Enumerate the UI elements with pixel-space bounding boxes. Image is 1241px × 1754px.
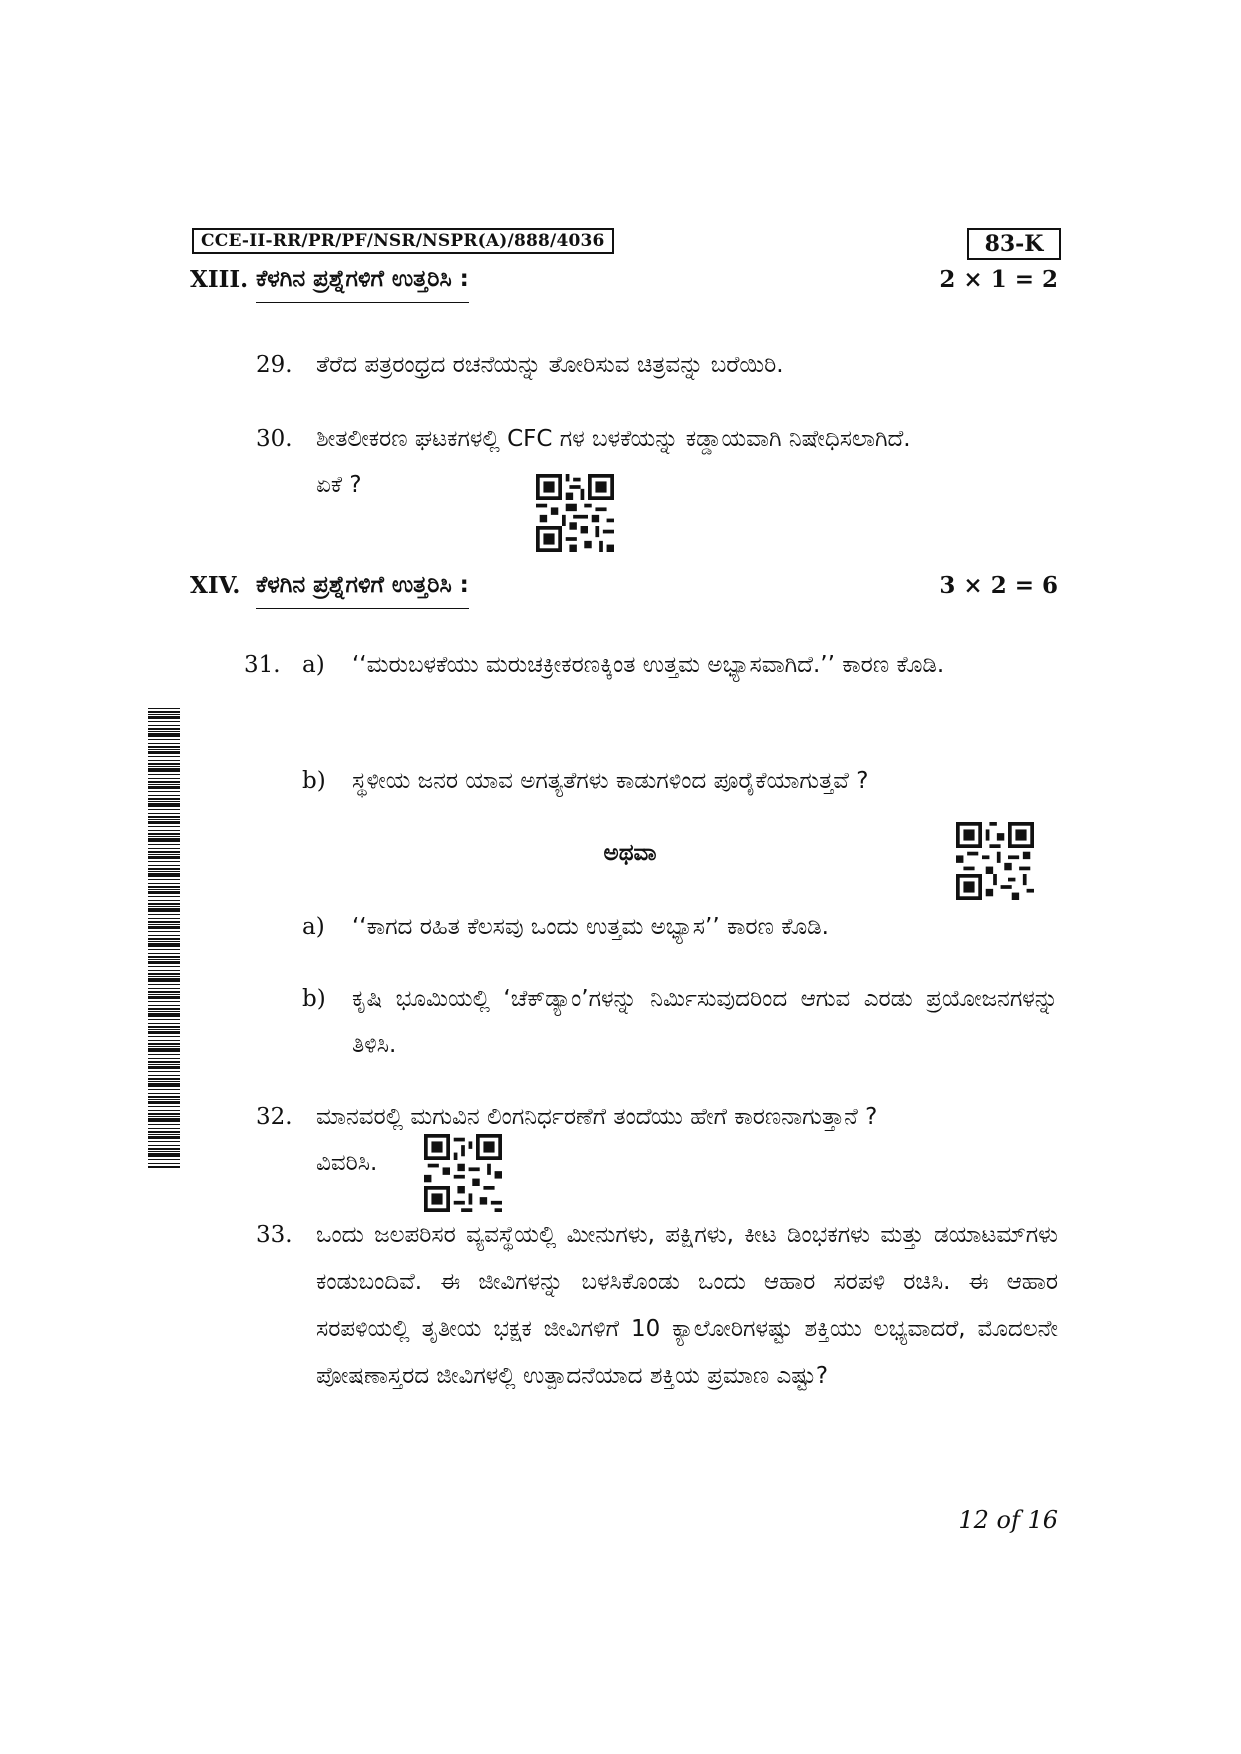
question-text-30: ಶೀತಲೀಕರಣ ಘಟಕಗಳಲ್ಲಿ CFC ಗಳ ಬಳಕೆಯನ್ನು ಕಡ್ಡಾಯವಾಗಿ ನಿಷೇಧಿಸಲಾಗಿದೆ. [316,426,911,452]
question-text-31-alt-a: ‘‘ಕಾಗದ ರಹಿತ ಕೆಲಸವು ಒಂದು ಉತ್ತಮ ಅಭ್ಯಾಸ’’ ಕಾರಣ ಕೊಡಿ. [352,914,829,940]
question-text-31a: ‘‘ಮರುಬಳಕೆಯು ಮರುಚಕ್ರೀಕರಣಕ್ಕಿಂತ ಉತ್ತಮ ಅಭ್ಯಾಸವಾಗಿದೆ.’’ ಕಾರಣ ಕೊಡಿ. [352,652,945,678]
question-text-31-alt-b: ಕೃಷಿ ಭೂಮಿಯಲ್ಲಿ ‘ಚೆಕ್‌ಡ್ಯಾಂ’ಗಳನ್ನು ನಿರ್ಮಿಸುವುದರಿಂದ ಆಗುವ ಎರಡು ಪ್ರಯೋಜನಗಳನ್ನು ತಿಳಿಸಿ. [352,986,1058,1058]
section-marks-xiii: 2 × 1 = 2 [939,266,1058,293]
sub-label-31-alt-b: b) [302,986,326,1012]
qr-code-icon [956,822,1034,900]
or-label: ಅಥವಾ [603,840,657,866]
section-title-xiv: ಕೆಳಗಿನ ಪ್ರಶ್ನೆಗಳಿಗೆ ಉತ್ತರಿಸಿ : [256,572,469,609]
exam-code-box [192,228,614,254]
question-number-30: 30. [256,426,293,452]
question-text-32: ಮಾನವರಲ್ಲಿ ಮಗುವಿನ ಲಿಂಗನಿರ್ಧರಣೆಗೆ ತಂದೆಯು ಹೇಗೆ ಕಾರಣನಾಗುತ್ತಾನೆ ? [316,1104,878,1130]
question-number-32: 32. [256,1104,293,1130]
sub-label-31b: b) [302,768,326,794]
page-number: 12 of 16 [958,1506,1058,1534]
qr-code-icon [424,1134,502,1212]
section-marks-xiv: 3 × 2 = 6 [939,572,1058,599]
sub-label-31a: a) [302,652,325,678]
question-text-31b: ಸ್ಥಳೀಯ ಜನರ ಯಾವ ಅಗತ್ಯತೆಗಳು ಕಾಡುಗಳಿಂದ ಪೂರೈಕೆಯಾಗುತ್ತವೆ ? [352,768,869,794]
paper-code: 83-K [984,231,1044,257]
question-text-32-line2: ವಿವರಿಸಿ. [316,1150,378,1176]
question-number-31: 31. [244,652,281,678]
sub-label-31-alt-a: a) [302,914,325,940]
question-number-29: 29. [256,352,293,378]
paper-code-box [967,228,1061,260]
question-text-30-line2: ಏಕೆ ? [316,472,362,498]
exam-code: CCE-II-RR/PR/PF/NSR/NSPR(A)/888/4036 [201,231,605,251]
question-number-33: 33. [256,1222,293,1248]
section-number-xiii: XIII. [190,266,249,293]
section-number-xiv: XIV. [190,572,241,599]
question-text-29: ತೆರೆದ ಪತ್ರರಂಧ್ರದ ರಚನೆಯನ್ನು ತೋರಿಸುವ ಚಿತ್ರವನ್ನು ಬರೆಯಿರಿ. [316,352,784,378]
question-text-33: ಒಂದು ಜಲಪರಿಸರ ವ್ಯವಸ್ಥೆಯಲ್ಲಿ ಮೀನುಗಳು, ಪಕ್ಷಿಗಳು, ಕೀಟ ಡಿಂಭಕಗಳು ಮತ್ತು ಡಯಾಟಮ್‌ಗಳು ಕಂಡುಬಂದಿವೆ. ಈ ಜೀವಿಗಳನ್ನು ಬಳಸಿಕೊಂಡು ಒಂದು ಆಹಾರ ಸರಪಳಿ ರಚಿಸಿ. ಈ ಆಹಾರ ಸರಪಳಿಯಲ್ಲಿ ತೃತೀಯ ಭಕ್ಷಕ ಜೀವಿಗಳಿಗೆ 10 ಕ್ಯಾಲೋರಿಗಳಷ್ಟು ಶಕ್ತಿಯು ಲಭ್ಯವಾದರೆ, ಮೊದಲನೇ ಪೋಷಣಾಸ್ತರದ ಜೀವಿಗಳಲ್ಲಿ ಉತ್ಪಾದನೆಯಾದ ಶಕ್ತಿಯ ಪ್ರಮಾಣ ಎಷ್ಟು? [316,1222,1058,1389]
section-title-xiii: ಕೆಳಗಿನ ಪ್ರಶ್ನೆಗಳಿಗೆ ಉತ್ತರಿಸಿ : [256,266,469,303]
barcode-icon [148,708,180,1168]
qr-code-icon [536,474,614,552]
